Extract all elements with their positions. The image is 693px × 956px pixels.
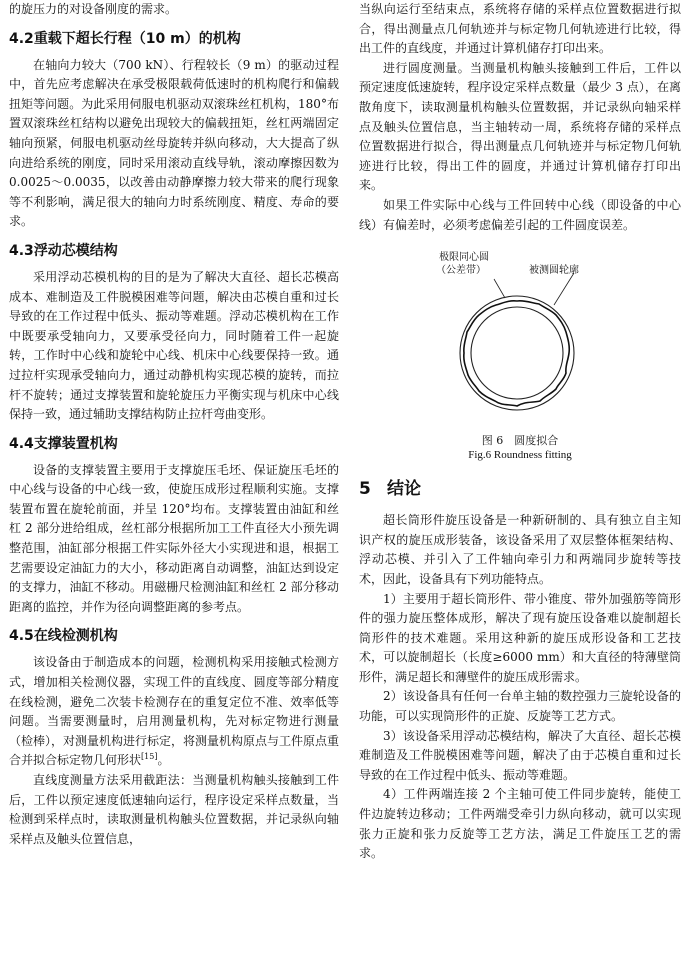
section-heading-4-5 (9, 625, 339, 647)
section-number: 4.3 (9, 242, 34, 259)
outer-tolerance-circle (460, 296, 574, 410)
paragraph-4-5-a (9, 653, 339, 771)
paragraph-4-4: 设备的支撑装置主要用于支撑旋压毛坯、保证旋压毛坯的中心线与设备的中心线一致，使旋压成形过程顺利实施。支撑装置布置在旋轮前面，并呈 120°均布。支撑装置由油缸和丝杠 2 部分进给组成，丝杠部分根据所加工工件直径大小预先调整范围，油缸部分根据工件实际外径大小实现进和退，根据工艺需要设定油缸力的大小，移动距离自动调整，油缸达到设定的支撑力，油缸不移动。用磁栅尺检测油缸和丝杠 2 部分移动距离的监控，并作为径向调整距离的参考点。 (9, 462, 339, 614)
conclusion-item-1: 1）主要用于超长筒形件、带小锥度、带外加强筋等筒形件的强力旋压整体成形，解决了现有旋压设备难以旋制超长筒形件的技术难题。采用这种新的旋压成形设备和工艺技术，可以旋制超长（长度≥6000 mm）和大直径的特薄壁筒形件，满足超长和薄壁件的旋压成形需求。 (359, 591, 681, 684)
paragraph-end: 。 (157, 753, 170, 768)
profile-leader-line (554, 273, 574, 305)
section-heading-4-4 (9, 433, 339, 455)
section-number: 4.5 (9, 628, 34, 645)
section-heading-5 (359, 477, 681, 501)
left-column (9, 0, 339, 849)
tolerance-leader-line (494, 279, 505, 298)
paragraph-text: 该设备由于制造成本的问题，检测机构采用接触式检测方式，增加相关检测仪器，实现工件的直线度、圆度等部分精度在线检测，避免二次装卡检测存在的重复定位不准、效率低等问题。当需要测量时，启用测量机构，先对标定物进行测量（检棒），对测量机构进行标定，将测量机构原点与工件原点重合并拟合标定物几何形状 (9, 655, 340, 768)
citation-reference: [15] (141, 752, 158, 762)
section-heading-4-2 (9, 28, 339, 50)
section-title: 支撑装置机构 (33, 435, 118, 452)
section-number: 4.2 (9, 30, 34, 47)
paragraph-4-5-b: 直线度测量方法采用截距法：当测量机构触头接触到工件后，工件以预定速度低速轴向运行，程序设定采样点数量，当检测到采样点时，读取测量机构触头位置数据，并记录纵向轴采样点及触头位置信息， (9, 773, 339, 846)
conclusion-item-3: 3）该设备采用浮动芯模结构，解决了大直径、超长芯模难制造及工件脱模困难等问题，解决了由于芯模自重和过长导致的在工作过程中低头、振动等难题。 (359, 728, 681, 782)
section-title: 浮动芯模结构 (33, 242, 118, 259)
section-title: 结论 (387, 479, 421, 500)
paragraph-roundness: 进行圆度测量。当测量机构触头接触到工件后，工件以预定速度低速旋转，程序设定采样点数量（最少 3 点），在离散角度下，读取测量机构触头位置数据，并记录纵向轴采样点及触头位置信息，当主轴转动一周，系统将存储的采样点位置数据进行拟合，得出测量点几何轨迹并与标定物几何轨迹进行比较，得出工件的圆度，并通过计算机储存打印出来。 (359, 60, 681, 193)
section-heading-4-3 (9, 240, 339, 262)
figure-caption-en: Fig.6 Roundness fitting (468, 449, 572, 462)
section-title: 在线检测机构 (33, 628, 118, 645)
right-column (359, 0, 681, 864)
measured-profile (464, 301, 569, 406)
section-number: 5 (359, 479, 371, 500)
section-number: 4.4 (9, 435, 34, 452)
paragraph-4-2: 在轴向力较大（700 kN）、行程较长（9 m）的驱动过程中，首先应考虑解决在承受极限载荷低速时的机构爬行和偏载扭矩等问题。为此采用伺服电机驱动双滚珠丝杠机构，180°布置双滚珠丝杠结构以避免出现较大的偏载扭矩，丝杠两端固定轴向预紧，伺服电机驱动丝母旋转并纵向移动，大大提高了纵向进给系统的刚度，同时采用滚动直线导轨，滚动摩擦因数为0.0025～0.0035，以改善由动静摩擦力较大带来的爬行现象等不利影响，满足很大的轴向力时系统刚度、精度、寿命的要求。 (9, 57, 339, 229)
conclusion-item-2: 2）该设备具有任何一台单主轴的数控强力三旋轮设备的功能，可以实现筒形件的正旋、反旋等工艺方式。 (359, 689, 681, 724)
label-tolerance-circle: 极限同心圆 (439, 252, 489, 264)
paragraph-continued: 当纵向运行至结束点，系统将存储的采样点位置数据进行拟合，得出测量点几何轨迹并与标定物几何轨迹进行比较，得出工件的直线度，并通过计算机储存打印出来。 (359, 2, 681, 56)
figure-caption-cn: 图 6 圆度拟合 (481, 434, 559, 448)
paragraph-4-3: 采用浮动芯模机构的目的是为了解决大直径、超长芯模高成本、难制造及工件脱模困难等问题，解决由芯模自重和过长导致的在工作过程中低头、振动等难题。浮动芯模机构在工作中既要承受轴向力，又要承受径向力，同时随着工件一起旋转，工作时中心线和旋轮中心线、机床中心线要保持一致。通过拉杆实现承受轴向力，通过动静机构实现芯模的旋转，而拉杆不旋转；通过支撑装置和旋轮旋压力平衡实现与机床中心线保持一致，通过辅助支撑结构防止拉杆弯曲变形。 (9, 269, 339, 422)
paragraph-continued: 的旋压力的对设备刚度的需求。 (9, 2, 178, 16)
label-measured-profile: 被测圆轮廓 (529, 265, 579, 277)
figure-roundness-fitting (359, 243, 681, 433)
label-tolerance-band: （公差带） (436, 265, 486, 277)
paragraph-deviation: 如果工件实际中心线与工件回转中心线（即设备的中心线）有偏差时，必须考虑偏差引起的工件圆度误差。 (359, 197, 681, 232)
conclusion-intro: 超长筒形件旋压设备是一种新研制的、具有独立自主知识产权的旋压成形装备，该设备采用了双层整体框架结构、浮动芯模、并引入了工件轴向牵引力和两端同步旋转等技术，因此，设备具有下列功能特点。 (359, 513, 681, 586)
section-title: 重载下超长行程（10 m）的机构 (33, 30, 241, 47)
conclusion-item-4: 4）工件两端连接 2 个主轴可使工件同步旋转，能使工件边旋转边移动；工件两端受牵引力纵向移动，就可以实现张力正旋和张力反旋等工艺方法，满足工件旋压工艺的需求。 (359, 787, 681, 861)
roundness-diagram (359, 243, 681, 433)
inner-tolerance-circle (471, 307, 563, 399)
